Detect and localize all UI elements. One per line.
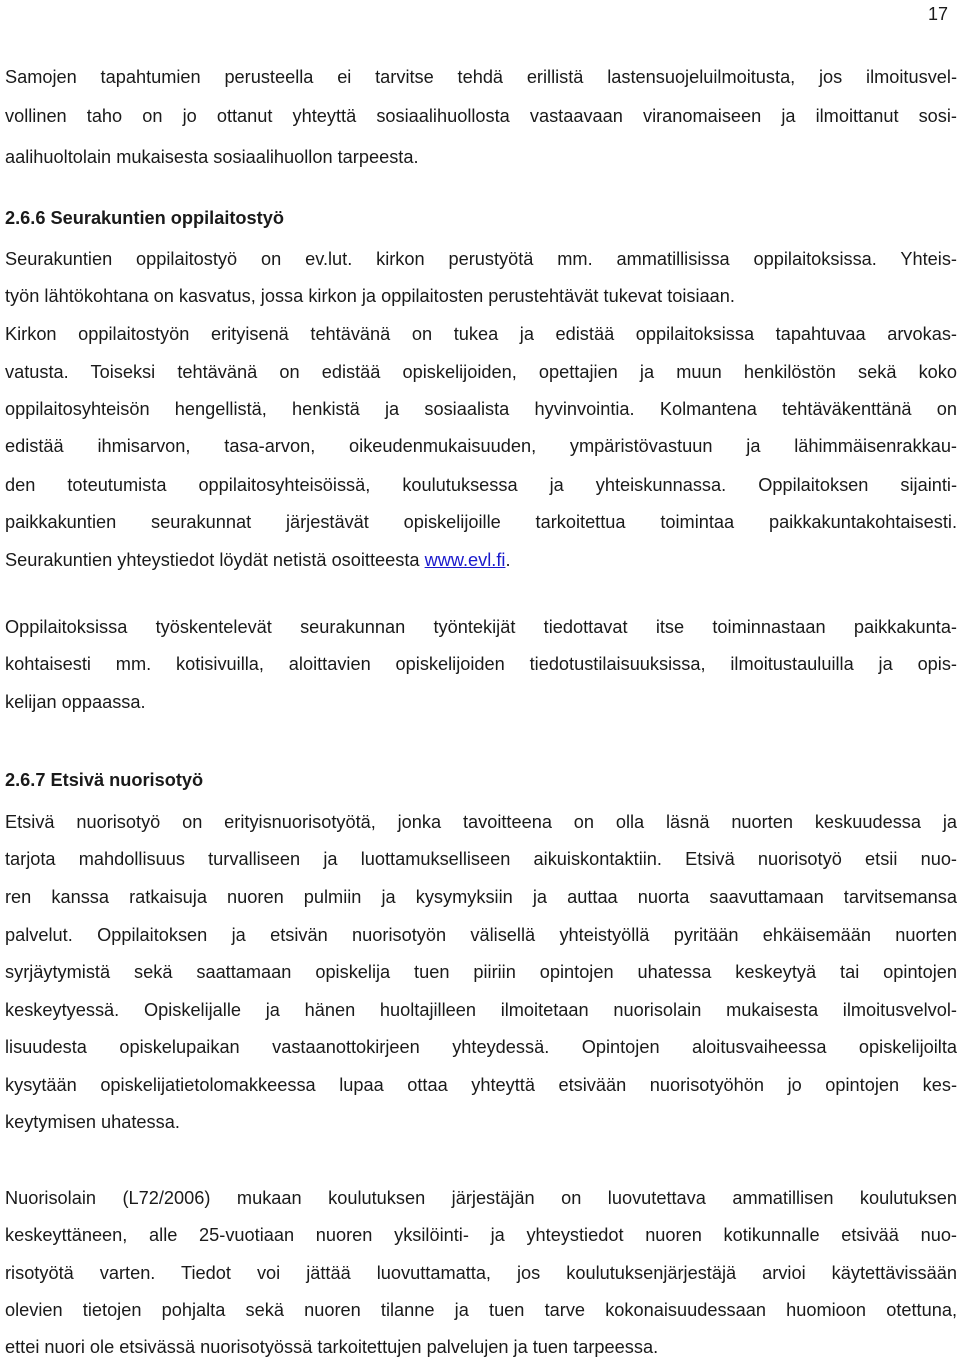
text-line: Oppilaitoksissa työskentelevät seurakunnan työntekijät tiedottavat itse toiminnastaan paikkakunta-	[5, 617, 957, 637]
text-line: ren kanssa ratkaisuja nuoren pulmiin ja kysymyksiin ja auttaa nuorta saavuttamaan tarvitsemansa	[5, 887, 957, 907]
section-heading: 2.6.6 Seurakuntien oppilaitostyö	[5, 208, 284, 228]
contact-suffix: .	[505, 550, 511, 570]
text-line: keytymisen uhatessa.	[5, 1112, 180, 1132]
section-heading: 2.6.7 Etsivä nuorisotyö	[5, 770, 204, 790]
text-line: Kirkon oppilaitostyön erityisenä tehtävänä on tukea ja edistää oppilaitoksissa tapahtuvaa arvokas-	[5, 324, 957, 344]
evl-link[interactable]: www.evl.fi	[424, 550, 506, 570]
text-line: Samojen tapahtumien perusteella ei tarvitse tehdä erillistä lastensuojeluilmoitusta, jos ilmoitusvel-	[5, 67, 957, 87]
text-line: aalihuoltolain mukaisesta sosiaalihuollon tarpeesta.	[5, 147, 419, 167]
text-line: Nuorisolain (L72/2006) mukaan koulutuksen järjestäjän on luovutettava ammatillisen koulutuksen	[5, 1188, 957, 1208]
text-line: lisuudesta opiskelupaikan vastaanottokirjeen yhteydessä. Opintojen aloitusvaiheessa opiskelijoilta	[5, 1037, 957, 1057]
text-line: keskeytyessä. Opiskelijalle ja hänen huoltajilleen ilmoitetaan nuorisolain mukaisesta ilmoitusvelvol-	[5, 1000, 957, 1020]
text-line: Etsivä nuorisotyö on erityisnuorisotyötä, jonka tavoitteena on olla läsnä nuorten keskuudessa ja	[5, 812, 957, 832]
text-line: edistää ihmisarvon, tasa-arvon, oikeudenmukaisuuden, ympäristövastuun ja lähimmäisenrakkau-	[5, 436, 957, 456]
text-line: paikkakuntien seurakunnat järjestävät opiskelijoille tarkoitettua toimintaa paikkakuntakohtaisesti.	[5, 512, 957, 532]
text-line: kysytään opiskelijatietolomakkeessa lupaa ottaa yhteyttä etsivään nuorisotyöhön jo opintojen kes-	[5, 1075, 957, 1095]
text-line: tarjota mahdollisuus turvalliseen ja luottamukselliseen aikuiskontaktiin. Etsivä nuorisotyö etsii nuo-	[5, 849, 957, 869]
text-line: kohtaisesti mm. kotisivuilla, aloittavien opiskelijoiden tiedotustilaisuuksissa, ilmoitustauluilla ja opis-	[5, 654, 957, 674]
text-line: oppilaitosyhteisön hengellistä, henkistä ja sosiaalista hyvinvointia. Kolmantena tehtäväkenttänä on	[5, 399, 957, 419]
text-line: keskeyttäneen, alle 25-vuotiaan nuoren yksilöinti- ja yhteystiedot nuoren kotikunnalle etsivää nuo-	[5, 1225, 957, 1245]
text-line: työn lähtökohtana on kasvatus, jossa kirkon ja oppilaitosten perustehtävät tukevat toisiaan.	[5, 286, 735, 306]
text-line: vatusta. Toiseksi tehtävänä on edistää opiskelijoiden, opettajien ja muun henkilöstön sekä koko	[5, 362, 957, 382]
page-number: 17	[927, 4, 948, 24]
contact-text: Seurakuntien yhteystiedot löydät netistä osoitteesta	[5, 550, 425, 570]
text-line: kelijan oppaassa.	[5, 692, 146, 712]
text-line: Seurakuntien oppilaitostyö on ev.lut. kirkon perustyötä mm. ammatillisissa oppilaitoksissa. Yhteis-	[5, 249, 957, 269]
text-line: palvelut. Oppilaitoksen ja etsivän nuorisotyön välisellä yhteistyöllä pyritään ehkäisemään nuorten	[5, 925, 957, 945]
text-line: syrjäytymistä sekä saattamaan opiskelija tuen piiriin opintojen uhatessa keskeytyä tai opintojen	[5, 962, 957, 982]
text-line: olevien tietojen pohjalta sekä nuoren tilanne ja tuen tarve kokonaisuudessaan huomioon otettuna,	[5, 1300, 957, 1320]
contact-line	[5, 549, 957, 571]
text-line: ettei nuori ole etsivässä nuorisotyössä tarkoitettujen palvelujen ja tuen tarpeessa.	[5, 1337, 659, 1357]
text-line: risotyötä varten. Tiedot voi jättää luovuttamatta, jos koulutuksenjärjestäjä arvioi käytettävissään	[5, 1263, 957, 1283]
text-line: vollinen taho on jo ottanut yhteyttä sosiaalihuollosta vastaavaan viranomaiseen ja ilmoittanut sosi-	[5, 106, 957, 126]
text-line: den toteutumista oppilaitosyhteisöissä, koulutuksessa ja yhteiskunnassa. Oppilaitoksen sijainti-	[5, 475, 957, 495]
